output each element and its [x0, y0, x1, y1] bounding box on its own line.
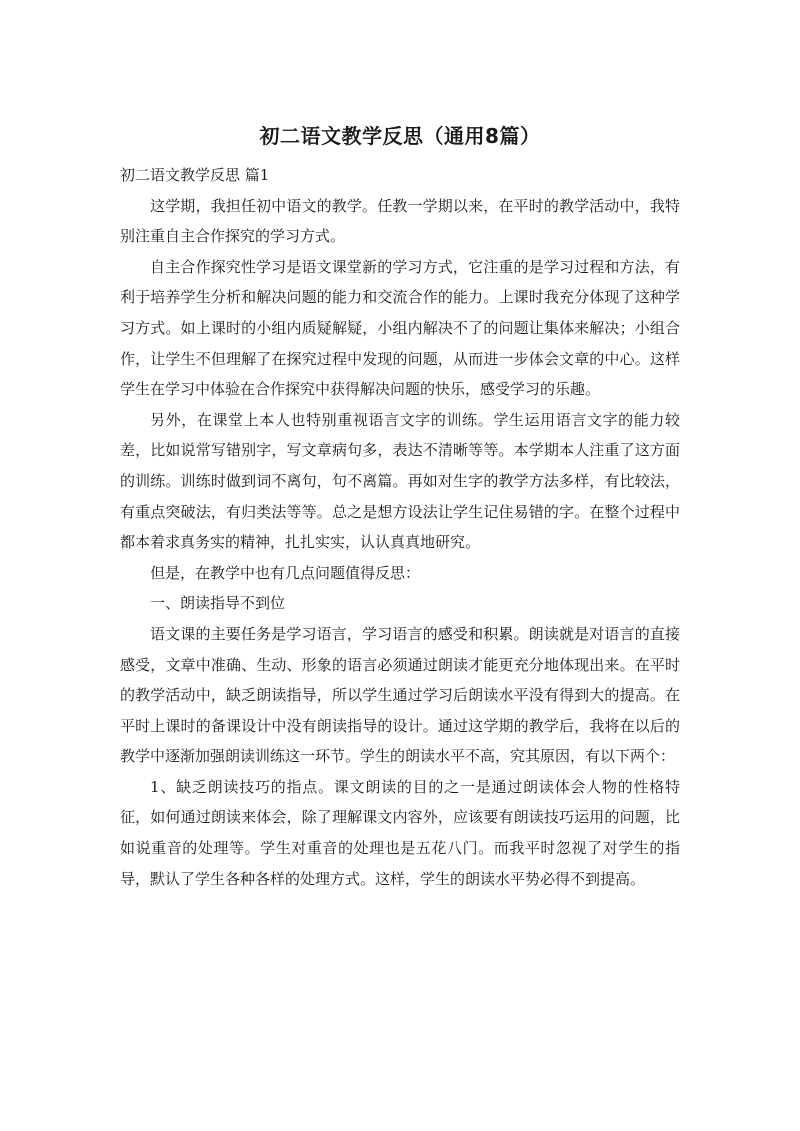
paragraph-reading-guidance: 语文课的主要任务是学习语言，学习语言的感受和积累。朗读就是对语言的直接感受，文章中准确、生动、形象的语言必须通过朗读才能更充分地体现出来。在平时的教学活动中，缺乏朗读指导，所以学生通过学习后朗读水平没有得到大的提高。在平时上课时的备课设计中没有朗读指导的设计。通过这学期的教学后，我将在以后的教学中逐渐加强朗读训练这一环节。学生的朗读水平不高，究其原因，有以下两个： [120, 624, 680, 766]
paragraph-reflection-intro: 但是，在教学中也有几点问题值得反思： [150, 563, 421, 582]
paragraph-reading-skills: 1、缺乏朗读技巧的指点。课文朗读的目的之一是通过朗读体会人物的性格特征，如何通过朗读来体会，除了理解课文内容外，应该要有朗读技巧运用的问题，比如说重音的处理等。学生对重音的处理也是五花八门。而我平时忽视了对学生的指导，默认了学生各种各样的处理方式。这样，学生的朗读水平势必得不到提高。 [120, 777, 680, 888]
subheading-reading-guidance: 一、朗读指导不到位 [150, 594, 286, 613]
paragraph-language-training: 另外，在课堂上本人也特别重视语言文字的训练。学生运用语言文字的能力较差，比如说常写错别字，写文章病句多，表达不清晰等等。本学期本人注重了这方面的训练。训练时做到词不离句，句不离篇。再如对生字的教学方法多样，有比较法，有重点突破法，有归类法等等。总之是想方设法让学生记住易错的字。在整个过程中都本着求真务实的精神，扎扎实实，认认真真地研究。 [120, 410, 680, 552]
paragraph-intro: 这学期，我担任初中语文的教学。任教一学期以来，在平时的教学活动中，我特别注重自主合作探究的学习方式。 [120, 196, 680, 246]
paragraph-cooperative-learning: 自主合作探究性学习是语文课堂新的学习方式，它注重的是学习过程和方法，有利于培养学生分析和解决问题的能力和交流合作的能力。上课时我充分体现了这种学习方式。如上课时的小组内质疑解疑，小组内解决不了的问题让集体来解决；小组合作，让学生不但理解了在探究过程中发现的问题，从而进一步体会文章的中心。这样学生在学习中体验在合作探究中获得解决问题的快乐，感受学习的乐趣。 [120, 257, 680, 399]
section-heading: 初二语文教学反思 篇1 [120, 166, 270, 184]
document-title: 初二语文教学反思（通用8篇） [259, 124, 541, 148]
document-body [120, 160, 680, 894]
